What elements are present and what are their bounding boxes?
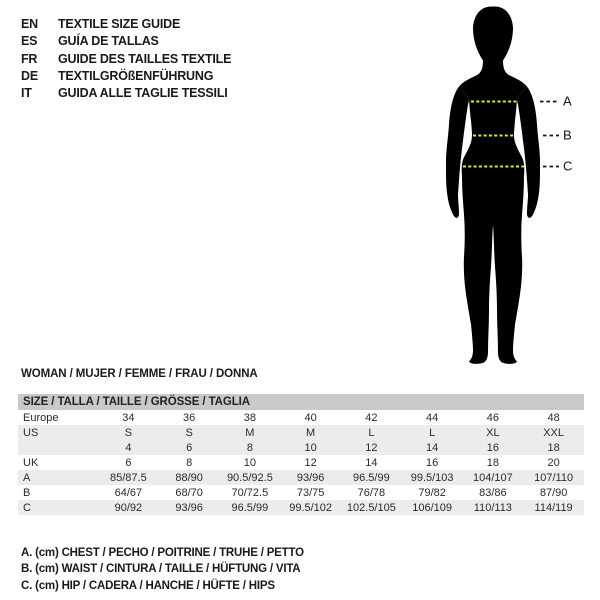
language-code: FR <box>21 51 38 66</box>
size-cell: XL <box>486 426 500 439</box>
table-row <box>18 485 584 500</box>
size-cell: 10 <box>304 441 317 454</box>
table-header-row <box>18 394 584 410</box>
size-cell: 12 <box>365 441 378 454</box>
size-cell: 20 <box>547 456 560 469</box>
size-cell: 64/67 <box>114 486 143 499</box>
size-cell: 42 <box>365 411 378 424</box>
section-title: WOMAN / MUJER / FEMME / FRAU / DONNA <box>21 368 258 380</box>
language-row <box>21 68 231 85</box>
language-row <box>21 51 231 68</box>
legend-line: B. (cm) WAIST / CINTURA / TAILLE / HÜFTUNG / VITA <box>21 563 301 576</box>
table-header: SIZE / TALLA / TAILLE / GRÖSSE / TAGLIA <box>18 394 584 410</box>
size-cell: 96.5/99 <box>231 501 269 514</box>
size-cell: 18 <box>486 456 499 469</box>
row-label: B <box>23 486 31 499</box>
size-cell: M <box>245 426 255 439</box>
row-label <box>18 440 98 455</box>
size-cell: 85/87.5 <box>110 471 147 484</box>
row-label: A <box>23 471 31 484</box>
size-cell: 14 <box>426 441 439 454</box>
size-cell: 79/82 <box>418 486 446 499</box>
row-label: US <box>23 426 39 439</box>
row-label: UK <box>23 456 39 469</box>
size-cell: L <box>368 426 375 439</box>
size-cell: 18 <box>547 441 560 454</box>
size-cell: 90/92 <box>114 501 143 514</box>
size-cell: 12 <box>304 456 317 469</box>
table-row <box>18 425 584 440</box>
size-cell: 4 <box>125 441 132 454</box>
table-row <box>18 410 584 425</box>
size-cell: 36 <box>183 411 196 424</box>
size-cell: 76/78 <box>357 486 386 499</box>
size-cell: 73/75 <box>296 486 325 499</box>
language-row <box>21 16 231 33</box>
size-cell: 99.5/103 <box>410 471 454 484</box>
size-cell: 48 <box>547 411 560 424</box>
legend-line: C. (cm) HIP / CADERA / HANCHE / HÜFTE / HIPS <box>21 579 275 592</box>
size-cell: 8 <box>186 456 193 469</box>
size-cell: 104/107 <box>472 471 513 484</box>
size-cell: M <box>306 426 316 439</box>
table-row <box>18 470 584 485</box>
language-code: DE <box>21 68 38 83</box>
measure-label-b: B <box>563 127 572 143</box>
woman-silhouette <box>459 7 527 364</box>
size-cell: S <box>185 426 193 439</box>
size-cell: 70/72.5 <box>231 486 269 499</box>
size-cell: 6 <box>186 441 193 454</box>
language-title-text: GUIDE DES TAILLES TEXTILE <box>58 51 232 66</box>
woman-figure <box>419 4 579 370</box>
table-row <box>18 455 584 470</box>
size-cell: 38 <box>243 411 256 424</box>
size-cell: 88/90 <box>175 471 203 484</box>
language-code: IT <box>21 86 32 101</box>
table-row <box>18 500 584 515</box>
size-cell: 90.5/92.5 <box>226 471 273 484</box>
measure-label-a: A <box>563 93 572 109</box>
size-cell: 110/113 <box>473 501 512 514</box>
row-label: Europe <box>23 411 59 424</box>
size-cell: S <box>124 426 133 439</box>
size-cell: 6 <box>125 456 132 469</box>
size-cell: 93/96 <box>175 501 203 514</box>
size-cell: 87/90 <box>539 486 568 499</box>
size-cell: 40 <box>304 411 317 424</box>
size-cell: 96.5/99 <box>353 471 390 484</box>
size-table <box>18 394 584 515</box>
size-cell: 34 <box>122 411 135 424</box>
size-cell: 107/110 <box>534 471 574 484</box>
size-cell: 14 <box>365 456 378 469</box>
language-row <box>21 85 231 102</box>
size-cell: 16 <box>486 441 499 454</box>
language-title-text: TEXTILGRÖßENFÜHRUNG <box>58 68 214 83</box>
size-cell: 83/86 <box>479 486 507 499</box>
size-cell: 16 <box>426 456 439 469</box>
size-cell: 8 <box>246 441 253 454</box>
size-cell: XXL <box>543 426 565 439</box>
size-cell: 68/70 <box>175 486 203 499</box>
language-row <box>21 33 231 50</box>
measure-label-c: C <box>563 158 573 174</box>
size-cell: 99.5/102 <box>289 501 333 514</box>
table-row <box>18 440 584 455</box>
size-cell: 106/109 <box>412 501 452 514</box>
language-code: EN <box>21 17 38 31</box>
size-cell: 102.5/105 <box>346 501 396 514</box>
legend-block <box>21 545 304 594</box>
language-title-block <box>21 16 231 102</box>
row-label: C <box>23 501 31 514</box>
language-title-text: GUÍA DE TALLAS <box>58 34 159 49</box>
size-cell: 10 <box>243 456 256 469</box>
size-cell: 44 <box>426 411 439 424</box>
size-cell: 93/96 <box>296 471 325 484</box>
size-cell: 114/119 <box>534 501 573 514</box>
language-title-text: GUIDA ALLE TAGLIE TESSILI <box>58 86 228 101</box>
language-code: ES <box>21 34 38 49</box>
language-title-text: TEXTILE SIZE GUIDE <box>58 17 181 31</box>
size-cell: 46 <box>486 411 499 424</box>
size-cell: L <box>429 426 436 439</box>
figure-container <box>419 4 579 370</box>
legend-line: A. (cm) CHEST / PECHO / POITRINE / TRUHE / PETTO <box>21 547 304 559</box>
